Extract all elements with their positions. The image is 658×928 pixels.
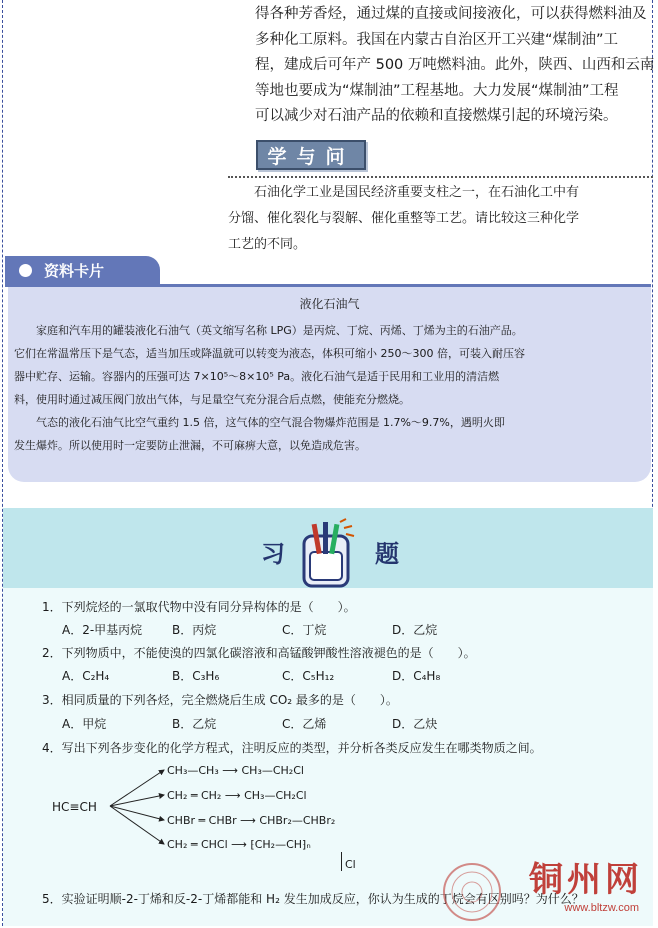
polymer-substituent: Cl	[341, 852, 356, 871]
exercises-heading-left: 习	[261, 540, 285, 568]
reaction-row: CHBr ═ CHBr ⟶ CHBr₂—CHBr₂	[167, 814, 336, 827]
option: D．乙烷	[392, 623, 438, 637]
ask-line: 分馏、催化裂化与裂解、催化重整等工艺。请比较这三种化学	[228, 211, 580, 226]
watermark-title: 铜州网	[529, 860, 643, 900]
card-title: 液化石油气	[299, 297, 360, 311]
question-2-options	[62, 667, 502, 684]
dotted-divider	[228, 176, 653, 178]
question-5: 5．实验证明顺-2-丁烯和反-2-丁烯都能和 H₂ 发生加成反应，你认为生成的丁烷会有区别吗？为什么？	[42, 892, 584, 906]
ask-badge: 学与问	[256, 140, 366, 170]
paragraph-line: 得各种芳香烃，通过煤的直接或间接液化，可以获得燃料油及	[255, 6, 647, 22]
option: D．C₄H₈	[392, 669, 441, 683]
question-1-options	[62, 621, 502, 638]
option: C．乙烯	[282, 717, 327, 731]
question-2: 2．下列物质中，不能使溴的四氯化碳溶液和高锰酸钾酸性溶液褪色的是（ ）。	[42, 646, 476, 660]
bullet-icon	[19, 264, 32, 277]
option: A．2-甲基丙烷	[62, 623, 143, 637]
option: D．乙炔	[392, 717, 438, 731]
card-line: 发生爆炸。所以使用时一定要防止泄漏，不可麻痹大意，以免造成危害。	[14, 439, 366, 452]
card-line: 它们在常温常压下是气态，适当加压或降温就可以转变为液态，体积可缩小 250～300 倍，可装入耐压容	[14, 347, 525, 360]
watermark	[440, 852, 655, 926]
question-1: 1．下列烷烃的一氯取代物中没有同分异构体的是（ ）。	[42, 600, 356, 614]
top-paragraph	[255, 2, 655, 130]
option: C．C₅H₁₂	[282, 669, 335, 683]
info-card-tab-label: 资料卡片	[44, 261, 105, 280]
paragraph-line: 可以减少对石油产品的依赖和直接燃煤引起的环境污染。	[255, 108, 618, 124]
watermark-url: www.bltzw.com	[564, 902, 639, 914]
paragraph-line: 等地也要成为“煤制油”工程基地。大力发展“煤制油”工程	[255, 82, 619, 99]
reaction-start: HC≡CH	[52, 800, 97, 814]
reaction-branch-arrows	[108, 764, 170, 850]
ask-line: 工艺的不同。	[228, 237, 307, 252]
info-card	[8, 287, 651, 482]
ask-question	[228, 180, 653, 258]
info-card-tab	[5, 256, 160, 284]
watermark-seal-icon	[440, 860, 504, 924]
ask-line: 石油化学工业是国民经济重要支柱之一，在石油化工中有	[228, 185, 580, 200]
question-3-options	[62, 715, 502, 732]
card-line: 器中贮存、运输。容器内的压强可达 7×10⁵～8×10⁵ Pa。液化石油气是适于民用和工业用的清洁燃	[14, 370, 500, 383]
paragraph-line: 程，建成后可年产 500 万吨燃料油。此外，陕西、山西和云南	[255, 57, 655, 73]
option: A．甲烷	[62, 717, 107, 731]
card-line: 家庭和汽车用的罐装液化石油气（英文缩写名称 LPG）是丙烷、丁烷、丙烯、丁烯为主的石油产品。	[14, 324, 523, 337]
option: B．乙烷	[172, 717, 217, 731]
exercises-heading-right: 题	[375, 540, 399, 568]
option: C．丁烷	[282, 623, 327, 637]
card-line: 气态的液化石油气比空气重约 1.5 倍，这气体的空气混合物爆炸范围是 1.7%～9.7%，遇明火即	[14, 416, 505, 429]
card-body	[14, 319, 648, 457]
option: B．丙烷	[172, 623, 217, 637]
card-line: 料，使用时通过减压阀门放出气体，与足量空气充分混合后点燃，使能充分燃烧。	[14, 393, 410, 406]
question-3: 3．相同质量的下列各烃，完全燃烧后生成 CO₂ 最多的是（ ）。	[42, 693, 398, 707]
reaction-row: CH₃—CH₃ ⟶ CH₃—CH₂Cl	[167, 764, 304, 777]
reaction-row: CH₂ ═ CHCl ⟶ ⁅CH₂—CH⁆ₙ	[167, 838, 311, 851]
paragraph-line: 多种化工原料。我国在内蒙古自治区开工兴建“煤制油”工	[255, 31, 619, 48]
question-4: 4．写出下列各步变化的化学方程式，注明反应的类型，并分析各类反应发生在哪类物质之间。	[42, 741, 542, 755]
option: A．C₂H₄	[62, 669, 110, 683]
reaction-row: CH₂ ═ CH₂ ⟶ CH₃—CH₂Cl	[167, 789, 307, 802]
option: B．C₃H₆	[172, 669, 220, 683]
pencil-cup-icon	[296, 518, 364, 590]
